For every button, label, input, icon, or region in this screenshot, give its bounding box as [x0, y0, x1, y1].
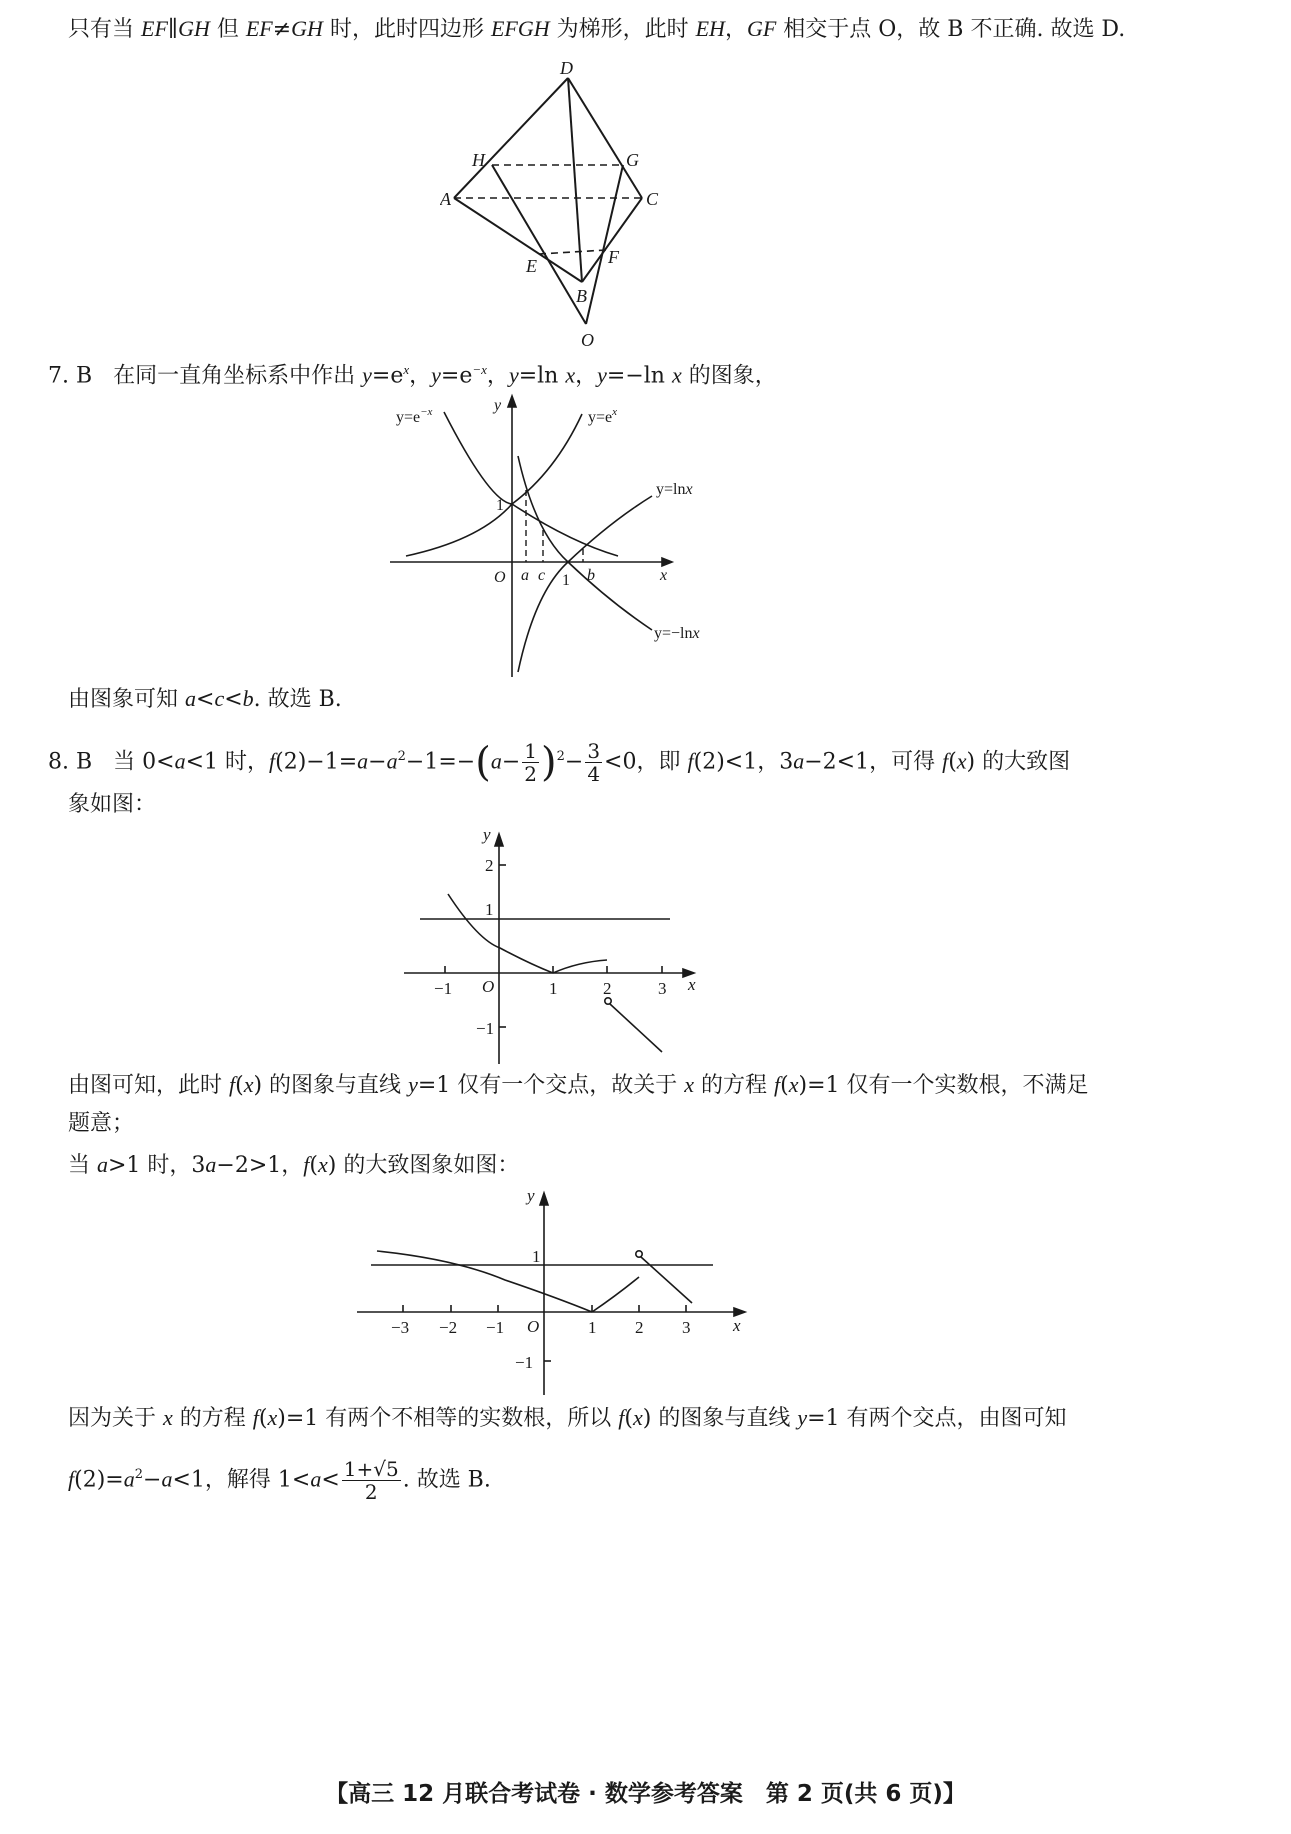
exp-log-graph: [390, 392, 720, 682]
axis-label-x: x: [660, 567, 668, 584]
label-ym1: −1: [515, 1353, 534, 1372]
label-x3: 3: [658, 979, 667, 998]
label-E: E: [526, 256, 537, 276]
label-x1: 1: [549, 979, 558, 998]
tick-b: b: [587, 567, 595, 584]
label-x2: 2: [603, 979, 612, 998]
fraction-three-quarters: $\frac{3}{4}$: [587, 738, 601, 786]
graph-case-a-lt-1: [400, 822, 710, 1067]
tick-c: c: [538, 567, 546, 584]
question-7-conclusion: 由图象可知 a<c<b. 故选 B.: [68, 686, 342, 712]
label-y2: 2: [485, 856, 494, 875]
label-y-minus-ln-x: y=−lnx: [654, 625, 700, 642]
curve-middle-branch: [592, 1277, 639, 1312]
analysis-case-2: 因为关于 x 的方程 f(x)=1 有两个不相等的实数根，所以 f(x) 的图象与直线 y=1 有两个交点，由图可知: [68, 1405, 1067, 1431]
fraction-one-half: $\frac{1}{2}$: [524, 738, 537, 786]
graph-case-a-gt-1: [355, 1185, 755, 1397]
edge-DC: [568, 78, 642, 198]
curve-left-branch: [448, 894, 553, 973]
label-y1: 1: [532, 1247, 541, 1266]
analysis-case-1: 由图可知，此时 f(x) 的图象与直线 y=1 仅有一个交点，故关于 x 的方程 f(x)=1 仅有一个实数根，不满足: [68, 1072, 1089, 1098]
x-axis-arrow: [734, 1308, 745, 1316]
line-HO: [492, 165, 586, 324]
label-xm2: −2: [439, 1318, 458, 1337]
label-xm1: −1: [486, 1318, 505, 1337]
tetrahedron-figure: [440, 60, 665, 355]
open-point: [605, 998, 611, 1004]
label-F: F: [608, 247, 619, 267]
page-footer: 【高三 12 月联合考试卷 · 数学参考答案 第 2 页(共 6 页)】: [325, 1781, 966, 1807]
y-axis-arrow: [495, 834, 503, 846]
label-D: D: [560, 60, 573, 78]
label-y1: 1: [485, 900, 494, 919]
question-7-line: 7. B 在同一直角坐标系中作出 $y=e^x$，$y=e^{-x}$，y=ln x，y=−ln x 的图象，: [48, 362, 777, 389]
curve-middle-branch: [553, 960, 607, 973]
case-a-gt-1: 当 a>1 时，3a−2>1，f(x) 的大致图象如图：: [68, 1152, 520, 1178]
axis-label-x: x: [688, 975, 696, 994]
curve-minus-ln-x: [518, 456, 652, 630]
tick-1-y: 1: [496, 497, 504, 514]
origin-label: O: [527, 1317, 540, 1336]
analysis-case-1-line-2: 题意；: [68, 1111, 135, 1136]
question-8-line-2: 象如图：: [68, 792, 157, 817]
y-axis-arrow: [508, 396, 516, 407]
label-y-e-minus-x: $y=e^{-x}$: [396, 406, 433, 426]
axis-label-x: x: [733, 1316, 741, 1335]
y-axis-arrow: [540, 1193, 548, 1205]
origin-label: O: [494, 569, 506, 586]
label-B: B: [576, 286, 587, 306]
label-xm1: −1: [434, 979, 453, 998]
label-C: C: [646, 189, 659, 209]
label-y-ln-x: y=lnx: [656, 481, 693, 498]
x-axis-arrow: [662, 558, 672, 566]
label-x1: 1: [588, 1318, 597, 1337]
label-xm3: −3: [391, 1318, 410, 1337]
label-y-e-x: $y=e^x$: [588, 406, 618, 426]
fraction-golden: $\frac{1+√5}{2}$: [343, 1456, 399, 1504]
axis-label-y: y: [527, 1186, 535, 1205]
open-point: [636, 1251, 642, 1257]
edge-DA: [454, 78, 568, 198]
question-8-line: 8. B 当 0<a<1 时，$f(2)-1=a-a^2-1=-(a-$ $\frac{1}{2}$ )$^2$− $\frac{3}{4}$ <0，即 f(2)<1，3a−2<1，可得 f(x) 的大致图: [48, 738, 1071, 786]
label-ym1: −1: [476, 1019, 495, 1038]
curve-e-x: [406, 414, 582, 556]
label-A: A: [440, 189, 451, 209]
line-GO: [586, 165, 623, 324]
line-right-branch: [641, 1257, 692, 1303]
origin-label: O: [482, 977, 495, 996]
label-G: G: [626, 150, 639, 170]
label-O: O: [581, 330, 594, 350]
curve-ln-x: [518, 496, 652, 672]
line-right-branch: [610, 1004, 662, 1052]
label-H: H: [472, 150, 485, 170]
tick-1-x: 1: [562, 572, 570, 589]
dashed-EF: [539, 250, 606, 254]
tick-a: a: [521, 567, 529, 584]
axis-label-y: y: [483, 825, 491, 844]
axis-label-y: y: [494, 397, 502, 414]
curve-left-branch: [377, 1251, 592, 1312]
label-x2: 2: [635, 1318, 644, 1337]
label-x3: 3: [682, 1318, 691, 1337]
final-answer-line: $f(2)=a^2-a<1$，解得 1<a< $\frac{1+√5}{2}$ . 故选 B.: [68, 1456, 491, 1504]
solution-6-conclusion: 只有当 EF∥GH 但 EF≠GH 时，此时四边形 EFGH 为梯形，此时 EH，GF 相交于点 O，故 B 不正确. 故选 D.: [68, 16, 1126, 42]
